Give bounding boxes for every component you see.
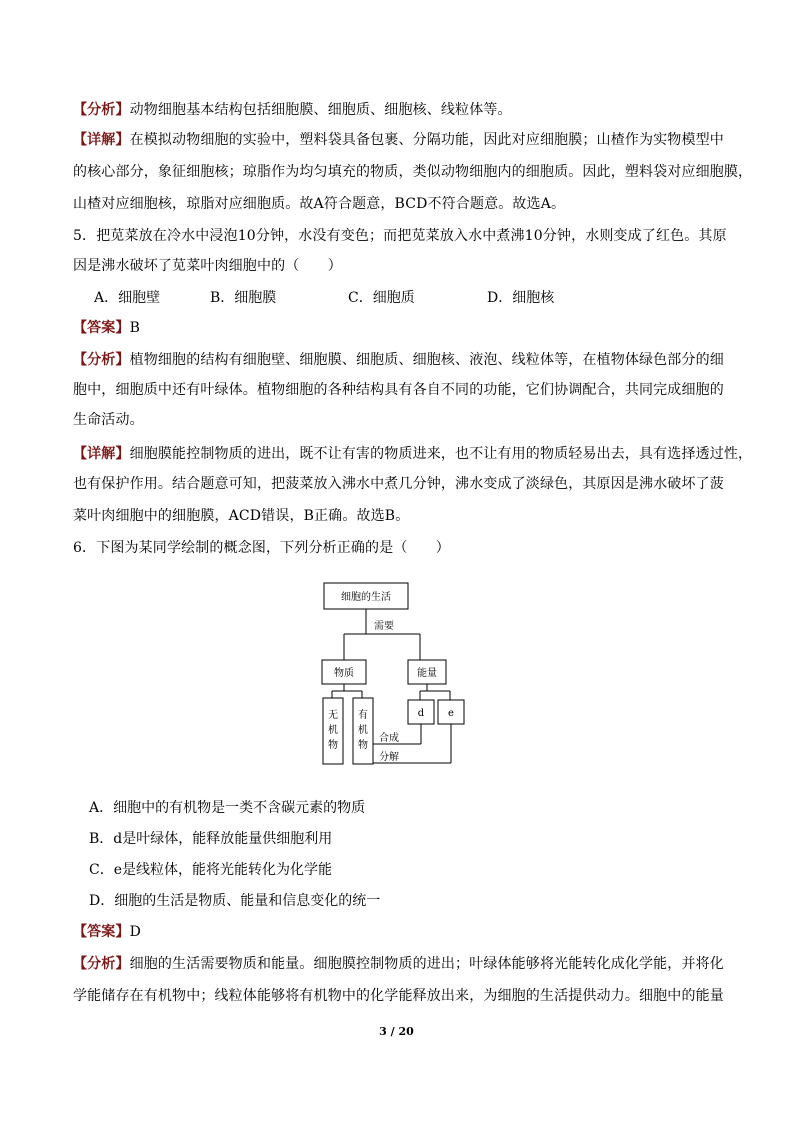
analysis-text: 植物细胞的结构有细胞壁、细胞膜、细胞质、细胞核、液泡、线粒体等，在植物体绿色部分的细 <box>129 352 724 368</box>
detail-text: 细胞膜能控制物质的进出，既不让有害的物质进来，也不让有用的物质轻易出去，具有选择透过性， <box>129 446 753 462</box>
question-6-option-d: D．细胞的生活是物质、能量和信息变化的统一 <box>89 893 381 909</box>
analysis-line: 学能储存在有机物中；线粒体能够将有机物中的化学能释放出来，为细胞的生活提供动力。细胞中的能量 <box>73 988 724 1004</box>
decomposition-label: 分解 <box>379 752 399 763</box>
inorganic-label: 无机物 <box>328 710 338 751</box>
question-5-option-b: B．细胞膜 <box>210 290 277 306</box>
answer-tag: 【答案】 <box>73 924 130 940</box>
analysis-line: 生命活动。 <box>73 412 144 428</box>
question-6-analysis <box>73 954 733 974</box>
detail-tag: 【详解】 <box>73 446 130 462</box>
detail-line: 的核心部分，象征细胞核；琼脂作为均匀填充的物质，类似动物细胞内的细胞质。因此，塑料袋对应细胞膜， <box>73 164 753 180</box>
question-6-answer <box>73 922 733 942</box>
analysis-text: 细胞的生活需要物质和能量。细胞膜控制物质的进出；叶绿体能够将光能转化成化学能，并将化 <box>129 956 724 972</box>
root-label: 细胞的生活 <box>341 592 391 603</box>
analysis-tag: 【分析】 <box>73 352 130 368</box>
synthesis-label: 合成 <box>379 733 399 744</box>
detail-line: 山楂对应细胞核，琼脂对应细胞质。故A符合题意，BCD不符合题意。故选A。 <box>73 196 566 212</box>
question-5-option-a: A．细胞壁 <box>94 290 161 306</box>
detail-text: 在模拟动物细胞的实验中，塑料袋具备包裹、分隔功能，因此对应细胞膜；山楂作为实物模型中 <box>129 132 724 148</box>
answer-value: D <box>129 924 141 940</box>
energy-label: 能量 <box>417 668 437 679</box>
analysis-tag: 【分析】 <box>73 102 130 118</box>
question-6-option-b: B．d是叶绿体，能释放能量供细胞利用 <box>89 831 333 847</box>
answer-tag: 【答案】 <box>73 320 130 336</box>
organic-label: 有机物 <box>358 710 368 751</box>
matter-label: 物质 <box>334 668 354 679</box>
e-label: e <box>448 708 454 719</box>
question-5-option-c: C．细胞质 <box>348 290 415 306</box>
concept-diagram <box>300 576 480 772</box>
detail-line: 也有保护作用。结合题意可知，把菠菜放入沸水中煮几分钟，沸水变成了淡绿色，其原因是沸水破坏了菠 <box>73 476 724 492</box>
answer-value: B <box>129 320 141 336</box>
question-5-stem: 因是沸水破坏了苋菜叶肉细胞中的（ ） <box>73 258 342 274</box>
analysis-line: 胞中，细胞质中还有叶绿体。植物细胞的各种结构具有各自不同的功能，它们协调配合，共同完成细胞的 <box>73 382 724 398</box>
question-5-analysis <box>73 350 733 370</box>
question-6-stem: 6．下图为某同学绘制的概念图，下列分析正确的是（ ） <box>73 540 450 556</box>
question-5-answer <box>73 318 733 338</box>
analysis-line <box>73 100 733 120</box>
analysis-tag: 【分析】 <box>73 956 130 972</box>
question-6-option-a: A．细胞中的有机物是一类不含碳元素的物质 <box>89 800 366 816</box>
question-5-stem: 5．把苋菜放在冷水中浸泡10分钟，水没有变色；而把苋菜放入水中煮沸10分钟，水则变成了红色。其原 <box>73 228 727 244</box>
detail-line: 菜叶肉细胞中的细胞膜，ACD错误，B正确。故选B。 <box>73 508 410 524</box>
question-5-option-d: D．细胞核 <box>487 290 555 306</box>
question-6-option-c: C．e是线粒体，能将光能转化为化学能 <box>89 862 332 878</box>
page-number: 3 / 20 <box>379 1025 414 1038</box>
analysis-text: 动物细胞基本结构包括细胞膜、细胞质、细胞核、线粒体等。 <box>129 102 512 118</box>
d-label: d <box>417 708 425 719</box>
detail-tag: 【详解】 <box>73 132 130 148</box>
detail-line <box>73 130 733 150</box>
need-label: 需要 <box>374 621 394 632</box>
question-5-detail <box>73 444 753 464</box>
